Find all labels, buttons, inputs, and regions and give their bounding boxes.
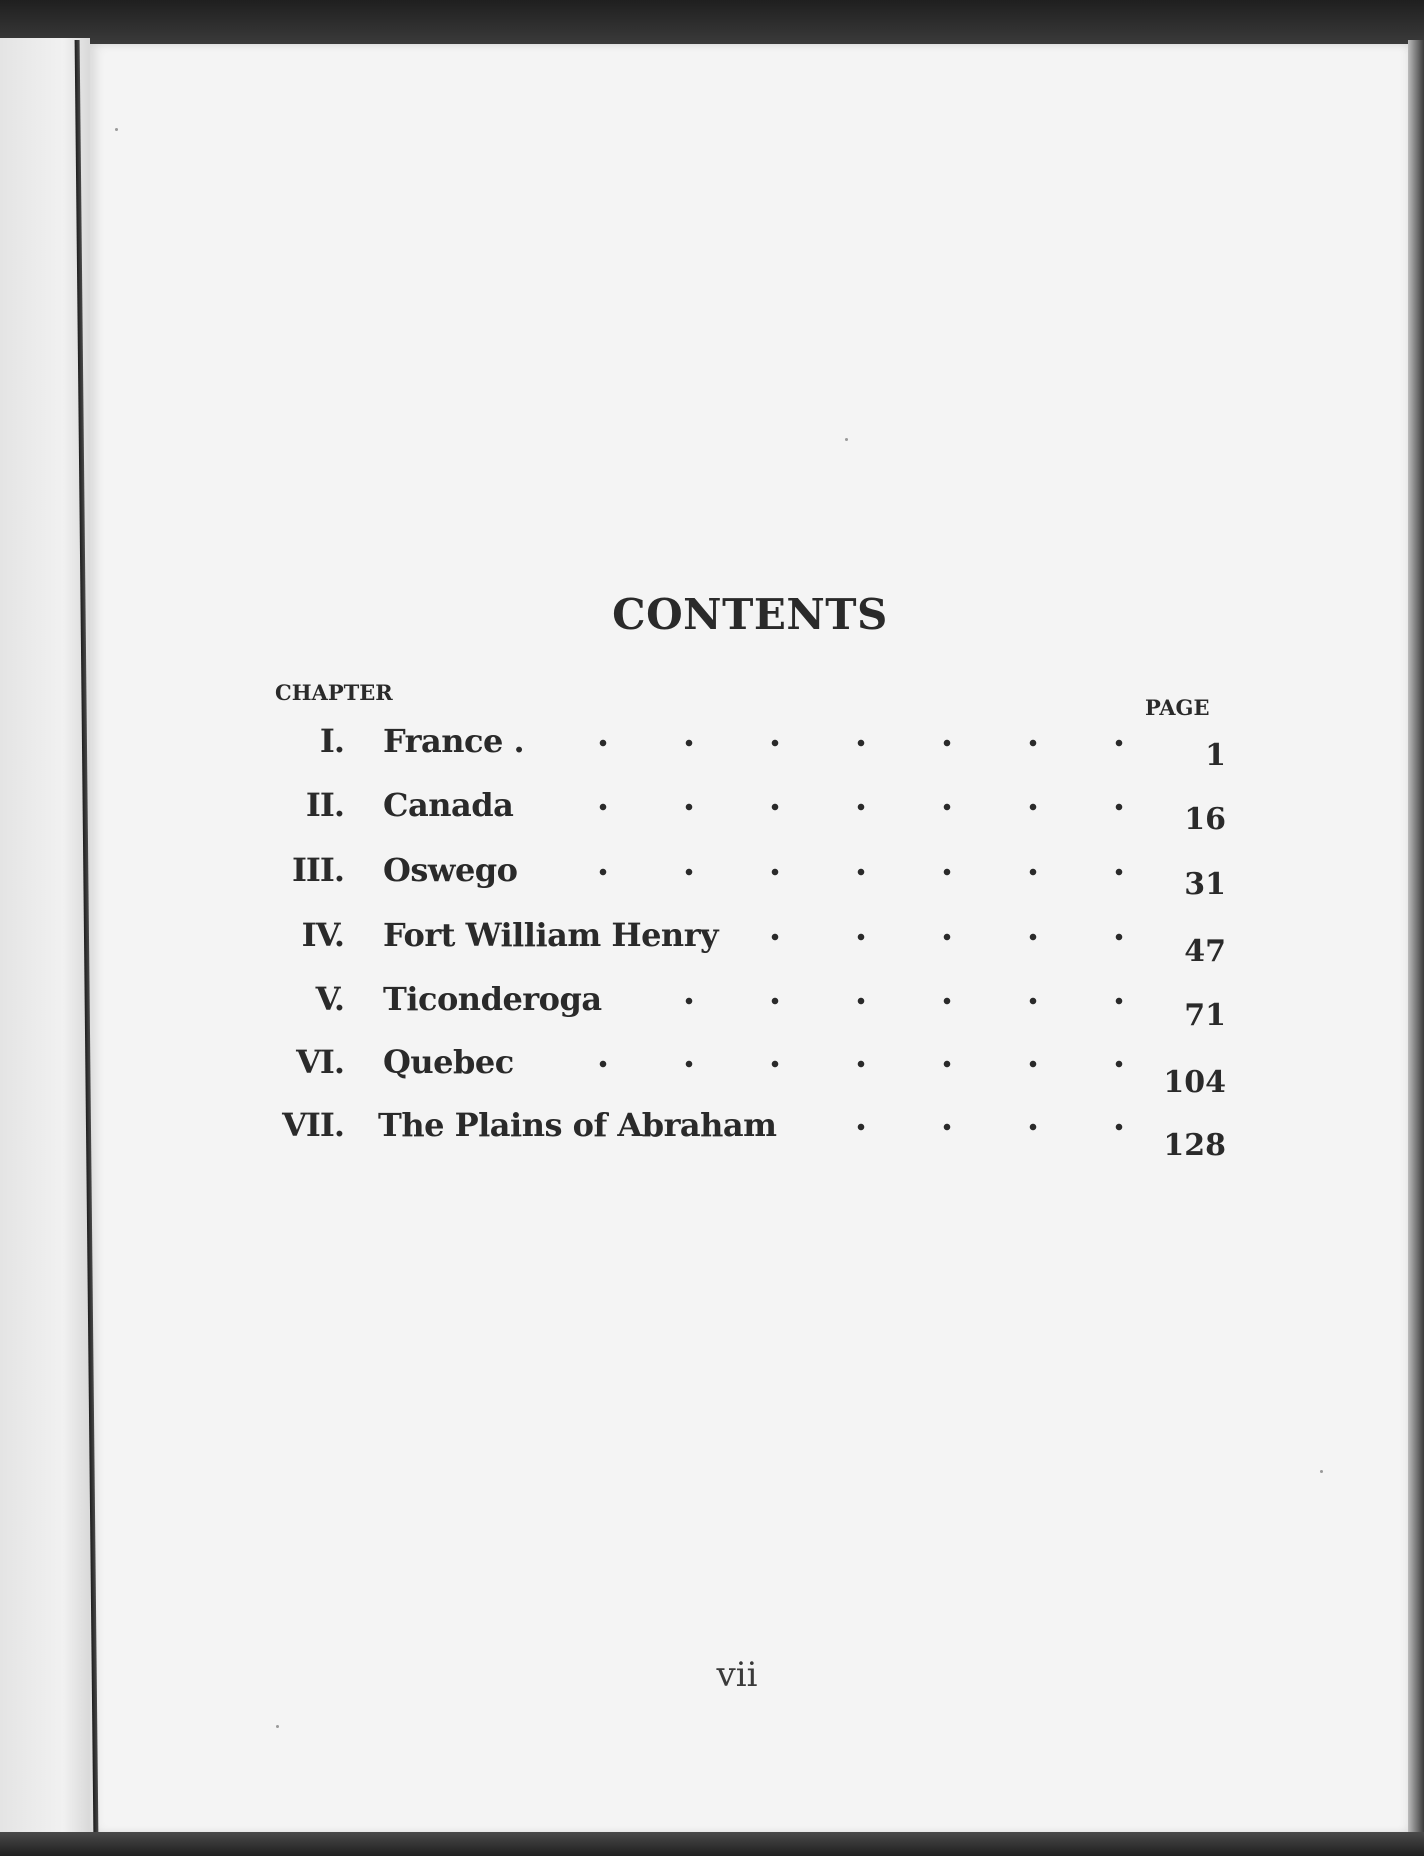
chapter-numeral: II. xyxy=(305,786,344,824)
page-column-header: PAGE xyxy=(1145,695,1210,720)
contents-entry xyxy=(0,722,1424,772)
chapter-page-number: 31 xyxy=(1184,867,1226,902)
contents-entry xyxy=(0,1106,1424,1163)
chapter-column-header: CHAPTER xyxy=(275,680,393,705)
chapter-title: Canada xyxy=(383,786,514,824)
dot-leaders xyxy=(566,802,1162,812)
contents-entry xyxy=(0,1043,1424,1100)
dot-leaders xyxy=(824,1122,1162,1132)
chapter-page-number: 128 xyxy=(1163,1128,1226,1163)
dot-leaders xyxy=(738,932,1162,942)
chapter-page-number: 16 xyxy=(1184,802,1226,837)
chapter-title: France . xyxy=(383,722,525,760)
chapter-title: Fort William Henry xyxy=(383,916,719,954)
chapter-numeral: VI. xyxy=(296,1043,344,1081)
chapter-numeral: IV. xyxy=(301,916,344,954)
contents-entry xyxy=(0,980,1424,1033)
contents-heading: CONTENTS xyxy=(612,590,888,639)
chapter-title: Oswego xyxy=(383,851,518,889)
chapter-title: Ticonderoga xyxy=(383,980,602,1018)
chapter-page-number: 47 xyxy=(1184,934,1226,969)
chapter-numeral: VII. xyxy=(282,1106,344,1144)
chapter-page-number: 1 xyxy=(1205,738,1226,773)
chapter-page-number: 104 xyxy=(1163,1065,1226,1100)
contents-entry xyxy=(0,851,1424,901)
chapter-numeral: I. xyxy=(319,722,344,760)
contents-entry xyxy=(0,786,1424,836)
chapter-title: The Plains of Abraham xyxy=(378,1106,777,1144)
contents-entry xyxy=(0,916,1424,969)
chapter-page-number: 71 xyxy=(1184,998,1226,1033)
chapter-numeral: V. xyxy=(315,980,344,1018)
dot-leaders xyxy=(566,867,1162,877)
page-folio: vii xyxy=(716,1655,758,1695)
dot-leaders xyxy=(566,738,1162,748)
chapter-numeral: III. xyxy=(291,851,344,889)
dot-leaders xyxy=(566,1059,1162,1069)
dot-leaders xyxy=(652,996,1162,1006)
chapter-title: Quebec xyxy=(383,1043,514,1081)
